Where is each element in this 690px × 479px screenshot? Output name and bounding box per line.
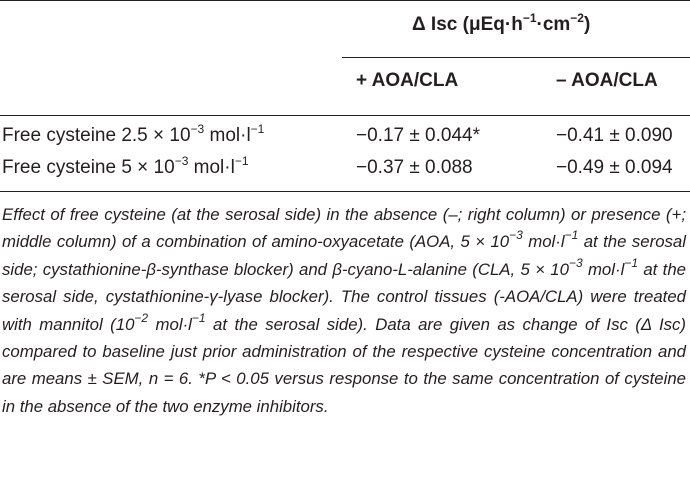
caption-exp: −1 (564, 228, 579, 243)
value-with-inhibitors: −0.37 ± 0.088 (356, 157, 473, 178)
row-label-text: Free cysteine 5 × 10 (2, 157, 175, 178)
row-label-text: Free cysteine 2.5 × 10 (2, 125, 191, 146)
value-without-inhibitors: −0.41 ± 0.090 (556, 125, 673, 146)
header-bottom-rule (0, 115, 690, 116)
header-unit-exp2: −2 (570, 11, 584, 25)
caption-text: mol·l (582, 259, 625, 279)
row-label-exp: −1 (250, 122, 265, 136)
value-with-inhibitors: −0.17 ± 0.044* (356, 125, 481, 146)
table-caption (2, 201, 686, 420)
row-label-exp: −3 (190, 122, 205, 136)
header-unit-exp1: −1 (522, 11, 537, 25)
column-header-without-inhibitors: – AOA/CLA (556, 70, 658, 91)
caption-exp: −2 (134, 310, 149, 325)
caption-text: Effect of free cysteine (at the serosal side) in the absence (–; right column) or presence (+; middle column) of a combination of amino-oxyacetate (AOA, 5 × 10 (2, 205, 686, 252)
header-unit-mid: ·cm (536, 14, 571, 35)
caption-text: at the serosal side). Data are given as change of Isc (Δ Isc) compared to baseline just prior administration of the respective cysteine concentration and are means ± SEM, n = 6. *P < 0.05 versus response to the same concentration of cysteine in the absence of the two enzyme inhibitors. (2, 314, 686, 416)
column-header-with-inhibitors: + AOA/CLA (356, 70, 459, 91)
table-bottom-rule (0, 191, 690, 192)
caption-text: at the serosal side, cystathionine-γ-lyase blocker). The control tissues (-AOA/CLA) were treated with mannitol (10 (2, 259, 686, 334)
header-unit-open: (μEq·h (462, 14, 523, 35)
value-without-inhibitors: −0.49 ± 0.094 (556, 157, 673, 178)
row-label (2, 154, 249, 178)
caption-exp: −3 (568, 255, 583, 270)
column-group-header (412, 11, 591, 35)
caption-exp: −3 (509, 228, 523, 243)
caption-text: mol·l (522, 232, 565, 252)
header-unit-close: ) (583, 14, 591, 35)
row-label-unit: mol·l (204, 125, 251, 146)
row-label-unit: mol·l (188, 157, 235, 178)
header-quantity: Δ Isc (412, 14, 458, 35)
caption-text: at the serosal side; cystathionine-β-synthase blocker) and β-cyano-L-alanine (CLA, 5 × 10 (2, 232, 686, 279)
caption-exp: −1 (191, 310, 206, 325)
caption-exp: −1 (624, 255, 638, 270)
row-label (2, 122, 265, 146)
row-label-exp: −3 (174, 154, 189, 168)
row-label-exp: −1 (234, 154, 249, 168)
column-group-rule (342, 57, 690, 58)
table-top-rule (0, 0, 690, 1)
caption-text: mol·l (148, 314, 192, 334)
